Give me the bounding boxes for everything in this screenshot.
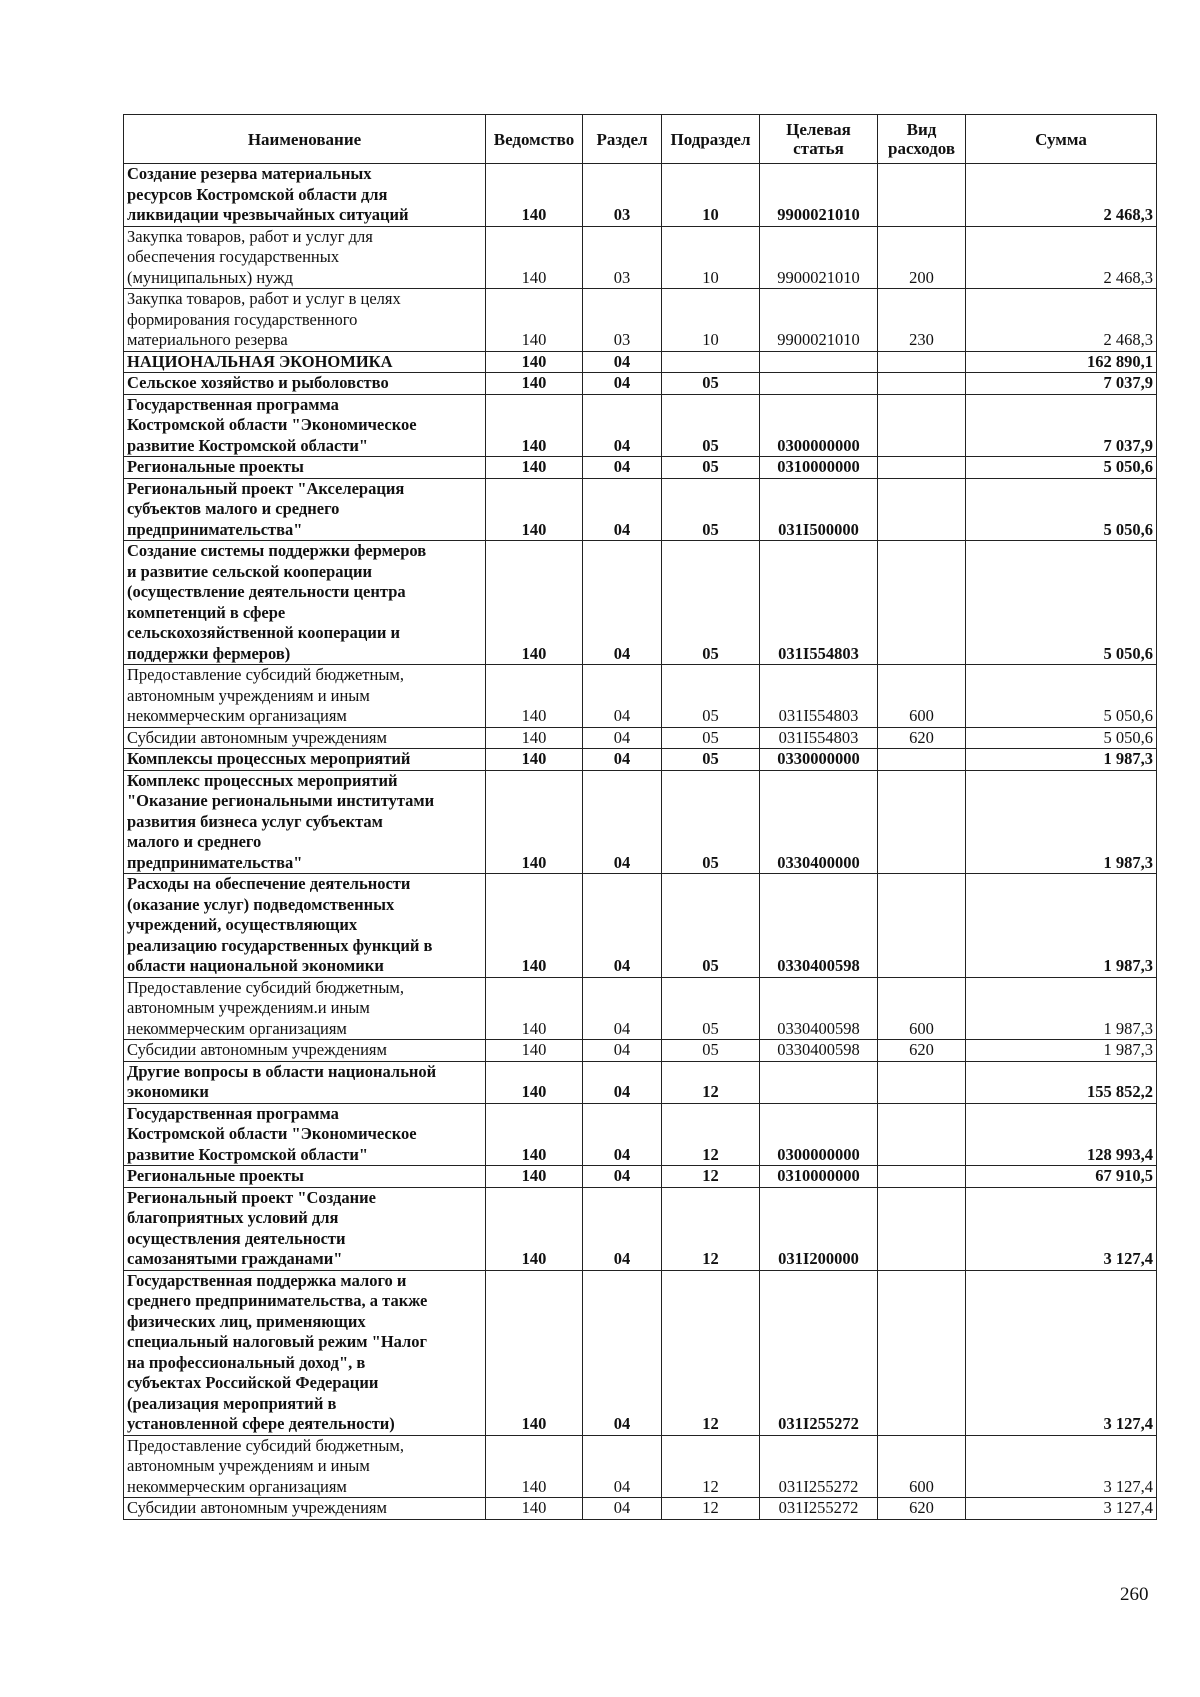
cell-dept: 140 [486,727,583,749]
cell-type [878,1061,966,1103]
table-row [124,770,1157,874]
cell-type [878,373,966,395]
table-row [124,1498,1157,1520]
cell-target: 0330000000 [760,749,878,771]
cell-target: 031I255272 [760,1435,878,1498]
cell-subsection: 05 [662,977,760,1040]
cell-sum: 5 050,6 [966,457,1157,479]
cell-subsection: 10 [662,226,760,289]
cell-dept: 140 [486,665,583,728]
cell-target [760,373,878,395]
cell-subsection: 10 [662,164,760,227]
cell-subsection: 12 [662,1435,760,1498]
cell-type [878,457,966,479]
cell-section: 04 [583,457,662,479]
table-row [124,1061,1157,1103]
cell-subsection: 05 [662,665,760,728]
cell-section: 04 [583,1270,662,1435]
cell-subsection: 05 [662,874,760,978]
cell-sum: 5 050,6 [966,727,1157,749]
cell-sum: 5 050,6 [966,541,1157,665]
cell-target [760,351,878,373]
cell-type: 600 [878,977,966,1040]
cell-target: 9900021010 [760,164,878,227]
cell-name: Другие вопросы в области национальной экономики [124,1061,486,1103]
cell-dept: 140 [486,1270,583,1435]
header-dept: Ведомство [486,115,583,164]
table-row [124,1435,1157,1498]
cell-dept: 140 [486,1166,583,1188]
cell-target: 0310000000 [760,1166,878,1188]
cell-sum: 1 987,3 [966,1040,1157,1062]
cell-sum: 2 468,3 [966,289,1157,352]
header-subsection: Подраздел [662,115,760,164]
cell-target [760,1061,878,1103]
cell-dept: 140 [486,1103,583,1166]
cell-target: 031I554803 [760,541,878,665]
cell-dept: 140 [486,1187,583,1270]
cell-type [878,164,966,227]
cell-dept: 140 [486,541,583,665]
cell-section: 04 [583,478,662,541]
cell-type: 620 [878,1040,966,1062]
cell-name: Региональные проекты [124,457,486,479]
table-row [124,874,1157,978]
cell-dept: 140 [486,749,583,771]
cell-dept: 140 [486,351,583,373]
cell-target: 0330400598 [760,874,878,978]
cell-dept: 140 [486,1498,583,1520]
cell-target: 0330400598 [760,1040,878,1062]
header-sum: Сумма [966,115,1157,164]
cell-section: 03 [583,226,662,289]
cell-dept: 140 [486,478,583,541]
cell-section: 04 [583,1498,662,1520]
cell-subsection: 05 [662,541,760,665]
cell-dept: 140 [486,1061,583,1103]
cell-dept: 140 [486,1040,583,1062]
cell-name: Закупка товаров, работ и услуг в целях формирования государственного материального резерва [124,289,486,352]
table-row [124,1270,1157,1435]
cell-type [878,874,966,978]
cell-sum: 162 890,1 [966,351,1157,373]
cell-name: Региональный проект "Создание благоприятных условий для осуществления деятельности самозанятыми гражданами" [124,1187,486,1270]
cell-dept: 140 [486,1435,583,1498]
cell-type [878,394,966,457]
cell-name: Субсидии автономным учреждениям [124,1498,486,1520]
cell-name: Предоставление субсидий бюджетным, автономным учреждениям и иным некоммерческим организациям [124,1435,486,1498]
cell-section: 04 [583,394,662,457]
cell-section: 04 [583,1187,662,1270]
table-row [124,289,1157,352]
cell-type: 620 [878,727,966,749]
cell-name: Субсидии автономным учреждениям [124,1040,486,1062]
cell-section: 04 [583,541,662,665]
cell-type: 230 [878,289,966,352]
cell-dept: 140 [486,770,583,874]
cell-dept: 140 [486,457,583,479]
cell-subsection: 12 [662,1187,760,1270]
cell-name: Предоставление субсидий бюджетным, автономным учреждениям и иным некоммерческим организациям [124,665,486,728]
cell-subsection: 05 [662,457,760,479]
cell-name: Закупка товаров, работ и услуг для обеспечения государственных (муниципальных) нужд [124,226,486,289]
cell-sum: 3 127,4 [966,1435,1157,1498]
cell-type [878,1103,966,1166]
cell-section: 04 [583,874,662,978]
cell-type [878,1270,966,1435]
cell-section: 03 [583,164,662,227]
cell-type: 600 [878,1435,966,1498]
header-name: Наименование [124,115,486,164]
cell-type [878,1187,966,1270]
cell-section: 04 [583,1435,662,1498]
table-row [124,977,1157,1040]
cell-type [878,770,966,874]
cell-subsection: 05 [662,373,760,395]
cell-target: 031I255272 [760,1498,878,1520]
cell-sum: 1 987,3 [966,770,1157,874]
table-row [124,478,1157,541]
cell-subsection: 05 [662,394,760,457]
cell-subsection: 10 [662,289,760,352]
cell-target: 9900021010 [760,289,878,352]
cell-sum: 2 468,3 [966,164,1157,227]
cell-sum: 5 050,6 [966,665,1157,728]
cell-sum: 1 987,3 [966,749,1157,771]
table-row [124,164,1157,227]
cell-subsection: 12 [662,1103,760,1166]
cell-subsection: 05 [662,727,760,749]
table-row [124,1040,1157,1062]
header-type: Вид расходов [878,115,966,164]
table-row [124,1187,1157,1270]
cell-subsection: 05 [662,749,760,771]
cell-subsection: 12 [662,1498,760,1520]
cell-subsection: 12 [662,1061,760,1103]
table-row [124,1103,1157,1166]
cell-sum: 3 127,4 [966,1498,1157,1520]
header-section: Раздел [583,115,662,164]
table-row [124,749,1157,771]
cell-dept: 140 [486,164,583,227]
cell-dept: 140 [486,874,583,978]
table-row [124,226,1157,289]
cell-section: 04 [583,1166,662,1188]
cell-target: 0300000000 [760,1103,878,1166]
cell-type: 600 [878,665,966,728]
cell-section: 04 [583,1103,662,1166]
cell-section: 04 [583,749,662,771]
cell-sum: 67 910,5 [966,1166,1157,1188]
cell-name: Сельское хозяйство и рыболовство [124,373,486,395]
table-header-row [124,115,1157,164]
cell-dept: 140 [486,394,583,457]
cell-sum: 2 468,3 [966,226,1157,289]
table-row [124,457,1157,479]
cell-name: Государственная поддержка малого и среднего предпринимательства, а также физических лиц, применяющих специальный налоговый режим "Налог на профессиональный доход", в субъектах Российской Федерации (реализация мероприятий в установленной сфере деятельности) [124,1270,486,1435]
table-row [124,1166,1157,1188]
cell-name: Комплексы процессных мероприятий [124,749,486,771]
table-row [124,541,1157,665]
cell-section: 04 [583,1040,662,1062]
table-row [124,727,1157,749]
cell-subsection: 05 [662,478,760,541]
cell-sum: 128 993,4 [966,1103,1157,1166]
cell-section: 04 [583,977,662,1040]
cell-target: 0310000000 [760,457,878,479]
cell-section: 04 [583,373,662,395]
cell-subsection: 05 [662,1040,760,1062]
cell-name: Комплекс процессных мероприятий "Оказание региональными институтами развития бизнеса услуг субъектам малого и среднего предпринимательства" [124,770,486,874]
table-row [124,373,1157,395]
cell-name: Региональный проект "Акселерация субъектов малого и среднего предпринимательства" [124,478,486,541]
cell-type [878,541,966,665]
cell-target: 031I500000 [760,478,878,541]
cell-target: 0330400000 [760,770,878,874]
cell-type: 200 [878,226,966,289]
cell-target: 0330400598 [760,977,878,1040]
table-row [124,394,1157,457]
cell-name: Государственная программа Костромской области "Экономическое развитие Костромской области" [124,394,486,457]
cell-name: Государственная программа Костромской области "Экономическое развитие Костромской области" [124,1103,486,1166]
cell-subsection [662,351,760,373]
cell-target: 031I255272 [760,1270,878,1435]
cell-sum: 3 127,4 [966,1187,1157,1270]
cell-dept: 140 [486,226,583,289]
cell-target: 031I554803 [760,727,878,749]
cell-dept: 140 [486,977,583,1040]
cell-section: 04 [583,770,662,874]
table-body [124,164,1157,1520]
cell-sum: 5 050,6 [966,478,1157,541]
cell-target: 031I554803 [760,665,878,728]
cell-section: 03 [583,289,662,352]
header-target: Целевая статья [760,115,878,164]
cell-name: Субсидии автономным учреждениям [124,727,486,749]
cell-dept: 140 [486,373,583,395]
cell-name: Создание системы поддержки фермеров и развитие сельской кооперации (осуществление деятельности центра компетенций в сфере сельскохозяйственной кооперации и поддержки фермеров) [124,541,486,665]
cell-target: 9900021010 [760,226,878,289]
cell-subsection: 12 [662,1270,760,1435]
cell-section: 04 [583,1061,662,1103]
cell-sum: 1 987,3 [966,977,1157,1040]
cell-type [878,1166,966,1188]
cell-section: 04 [583,351,662,373]
cell-type [878,749,966,771]
cell-sum: 1 987,3 [966,874,1157,978]
budget-sheet [123,114,1156,1520]
cell-target: 031I200000 [760,1187,878,1270]
cell-subsection: 05 [662,770,760,874]
cell-name: НАЦИОНАЛЬНАЯ ЭКОНОМИКА [124,351,486,373]
cell-sum: 155 852,2 [966,1061,1157,1103]
cell-sum: 3 127,4 [966,1270,1157,1435]
cell-name: Создание резерва материальных ресурсов Костромской области для ликвидации чрезвычайных ситуаций [124,164,486,227]
cell-type [878,351,966,373]
table-row [124,351,1157,373]
budget-table [123,114,1157,1520]
cell-sum: 7 037,9 [966,373,1157,395]
cell-type: 620 [878,1498,966,1520]
cell-dept: 140 [486,289,583,352]
cell-name: Предоставление субсидий бюджетным, автономным учреждениям.и иным некоммерческим организациям [124,977,486,1040]
cell-type [878,478,966,541]
cell-subsection: 12 [662,1166,760,1188]
cell-sum: 7 037,9 [966,394,1157,457]
page-number: 260 [1120,1584,1149,1605]
cell-target: 0300000000 [760,394,878,457]
cell-name: Расходы на обеспечение деятельности (оказание услуг) подведомственных учреждений, осуществляющих реализацию государственных функций в области национальной экономики [124,874,486,978]
table-row [124,665,1157,728]
cell-section: 04 [583,727,662,749]
cell-name: Региональные проекты [124,1166,486,1188]
cell-section: 04 [583,665,662,728]
